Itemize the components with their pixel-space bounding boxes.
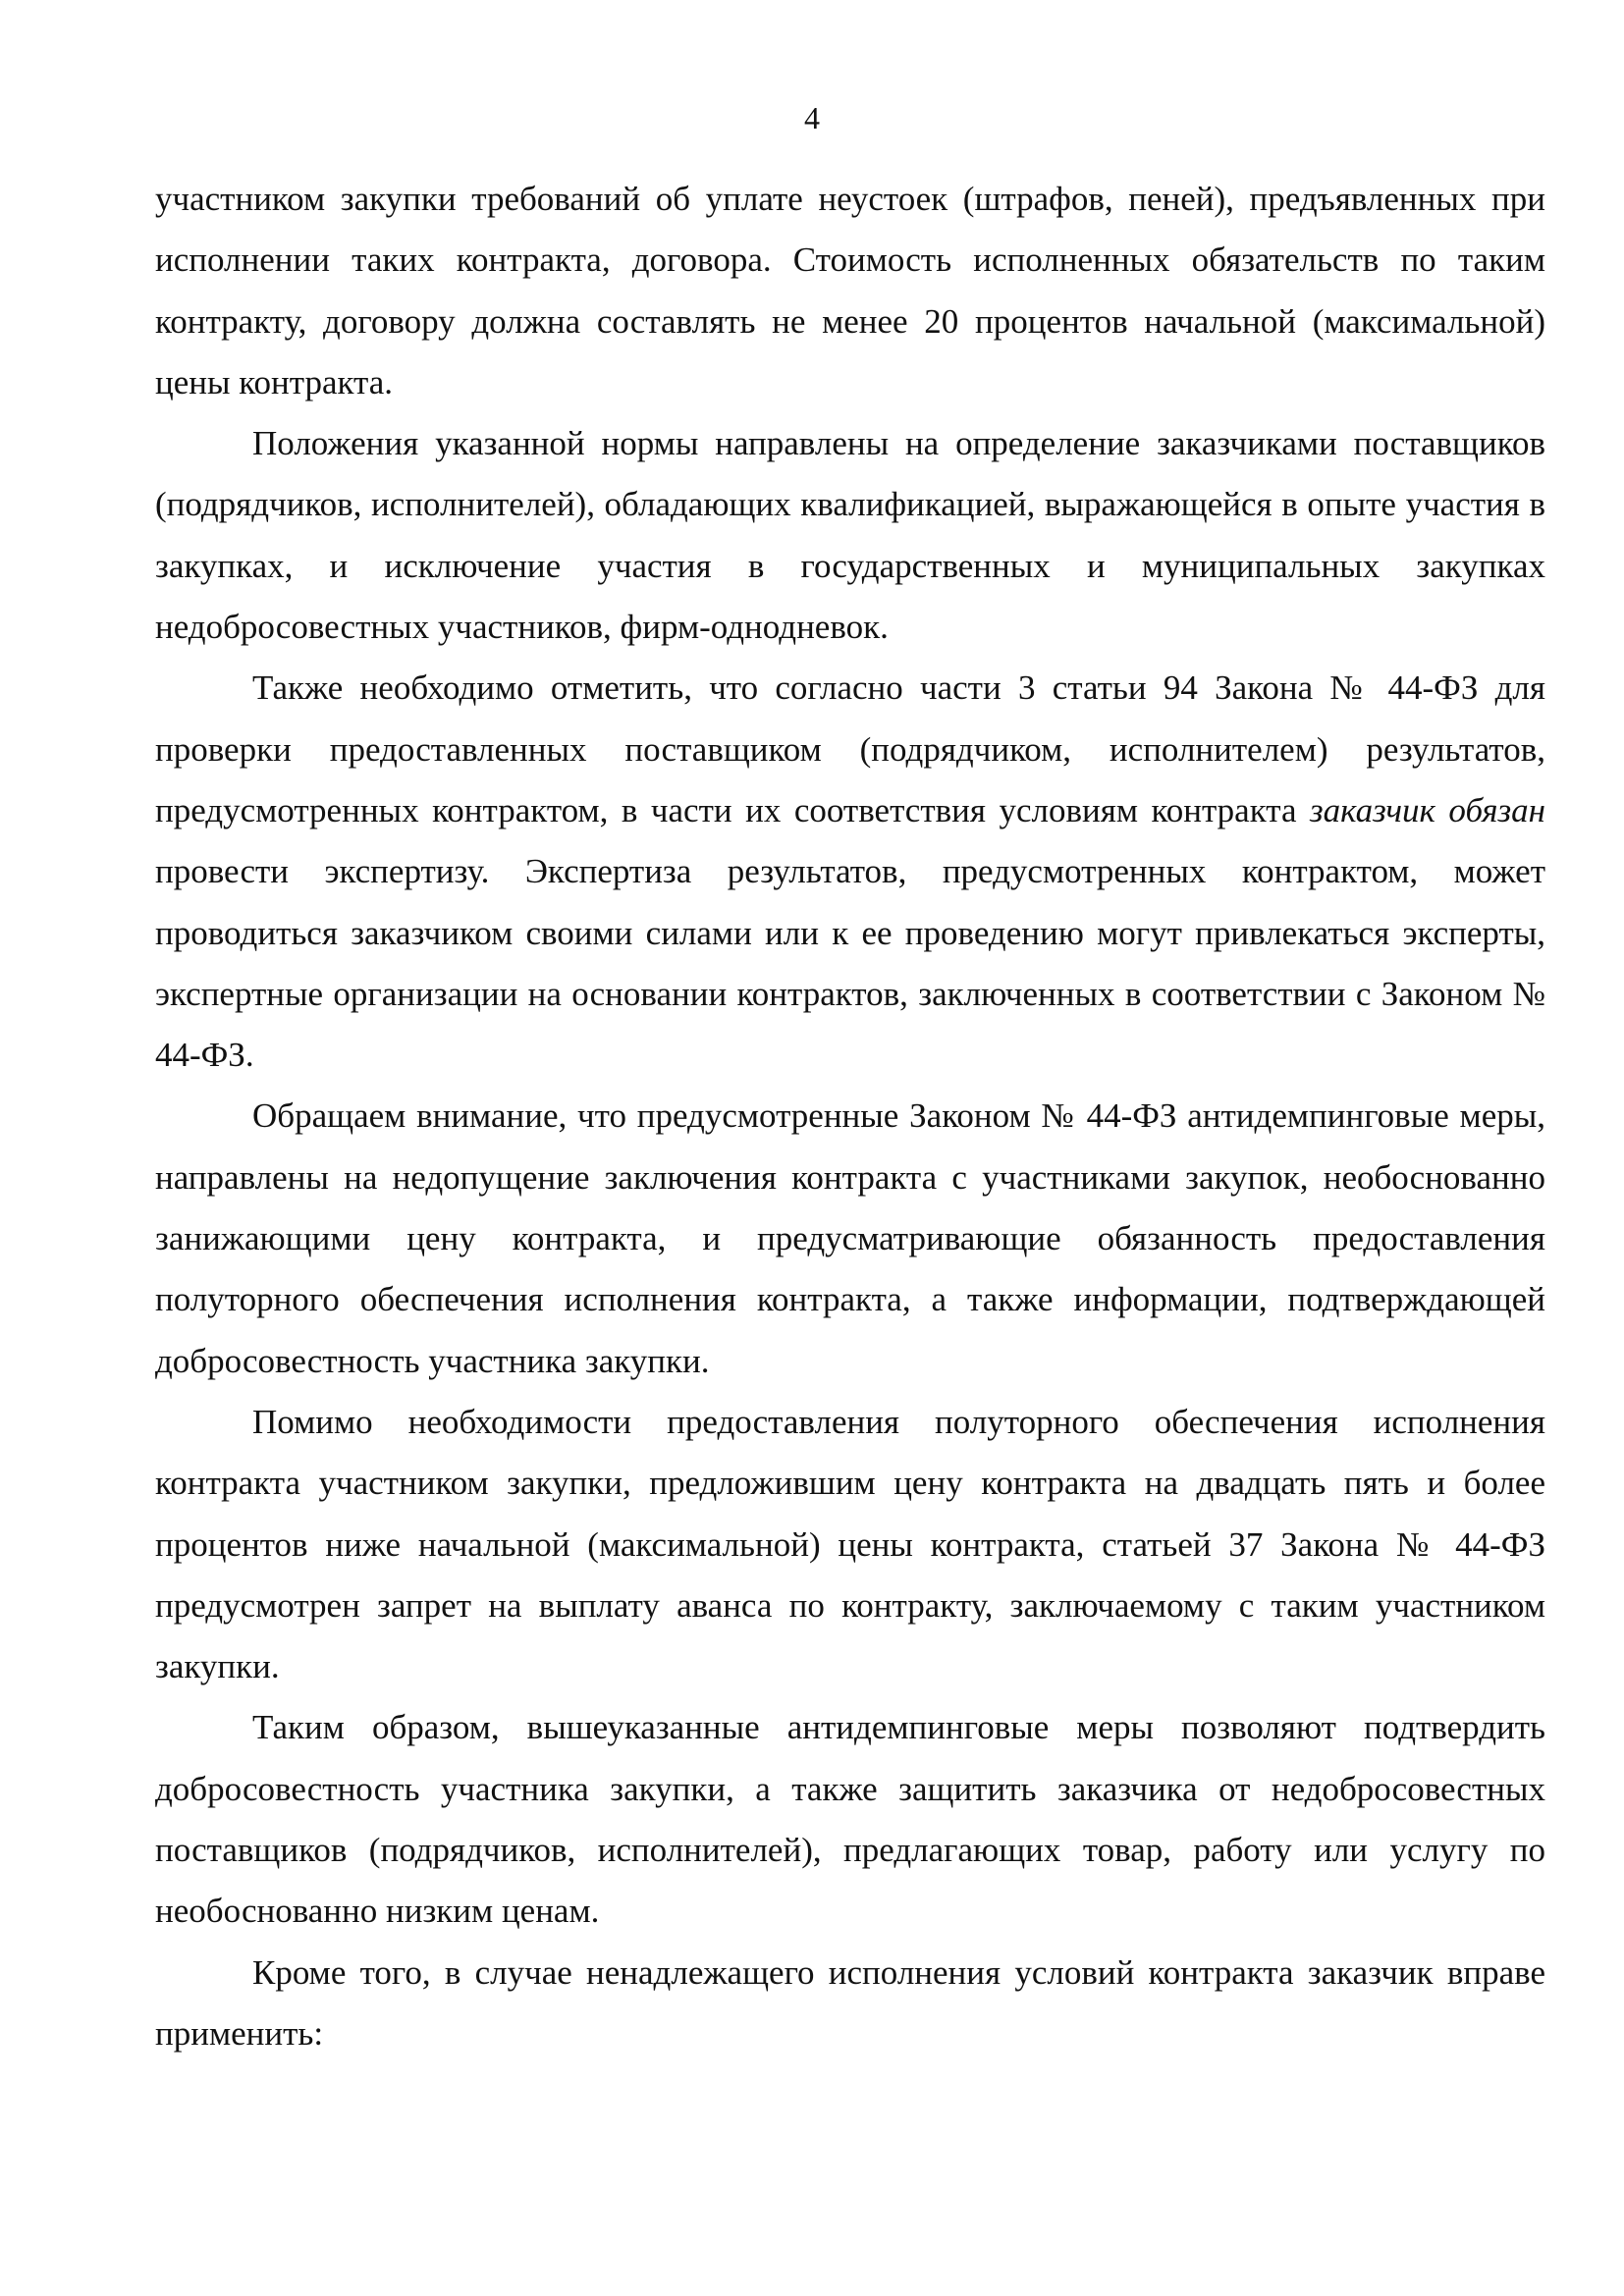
emphasis-customer-obliged: заказчик обязан	[1310, 790, 1545, 829]
paragraph-norm-purpose: Положения указанной нормы направлены на определение заказчиками поставщиков (подрядчиков, исполнителей), обладающих квалификацией, выражающейся в опыте участия в закупках, и исключение участия в государственных и муниципальных закупках недобросовестных участников, фирм-однодневок.	[155, 424, 1545, 647]
paragraph-advance-ban: Помимо необходимости предоставления полуторного обеспечения исполнения контракта участником закупки, предложившим цену контракта на двадцать пять и более процентов ниже начальной (максимальной) цены контракта, статьей 37 Закона № 44-ФЗ предусмотрен запрет на выплату аванса по контракту, заключаемому с таким участником закупки.	[155, 1402, 1545, 1686]
document-body	[155, 169, 1545, 2064]
paragraph-expertise	[155, 658, 1545, 1086]
paragraph-expertise-part2: провести экспертизу. Экспертиза результатов, предусмотренных контрактом, может проводиться заказчиком своими силами или к ее проведению могут привлекаться эксперты, экспертные организации на основании контрактов, заключенных в соответствии с Законом № 44-ФЗ.	[155, 852, 1545, 1075]
page-number: 4	[804, 100, 820, 135]
paragraph-antidumping-measures: Обращаем внимание, что предусмотренные Законом № 44-ФЗ антидемпинговые меры, направлены на недопущение заключения контракта с участниками закупок, необоснованно занижающими цену контракта, и предусматривающие обязанность предоставления полуторного обеспечения исполнения контракта, а также информации, подтверждающей добросовестность участника закупки.	[155, 1096, 1545, 1380]
paragraph-customer-rights: Кроме того, в случае ненадлежащего исполнения условий контракта заказчик вправе применить:	[155, 1952, 1545, 2053]
paragraph-continuation: участником закупки требований об уплате неустоек (штрафов, пеней), предъявленных при исполнении таких контракта, договора. Стоимость исполненных обязательств по таким контракту, договору должна составлять не менее 20 процентов начальной (максимальной) цены контракта.	[155, 180, 1545, 401]
paragraph-expertise-part1: Также необходимо отметить, что согласно части 3 статьи 94 Закона № 44-ФЗ для проверки предоставленных поставщиком (подрядчиком, исполнителем) результатов, предусмотренных контрактом, в части их соответствия условиям контракта	[155, 668, 1545, 829]
paragraph-conclusion: Таким образом, вышеуказанные антидемпинговые меры позволяют подтвердить добросовестность участника закупки, а также защитить заказчика от недобросовестных поставщиков (подрядчиков, исполнителей), предлагающих товар, работу или услугу по необоснованно низким ценам.	[155, 1708, 1545, 1931]
